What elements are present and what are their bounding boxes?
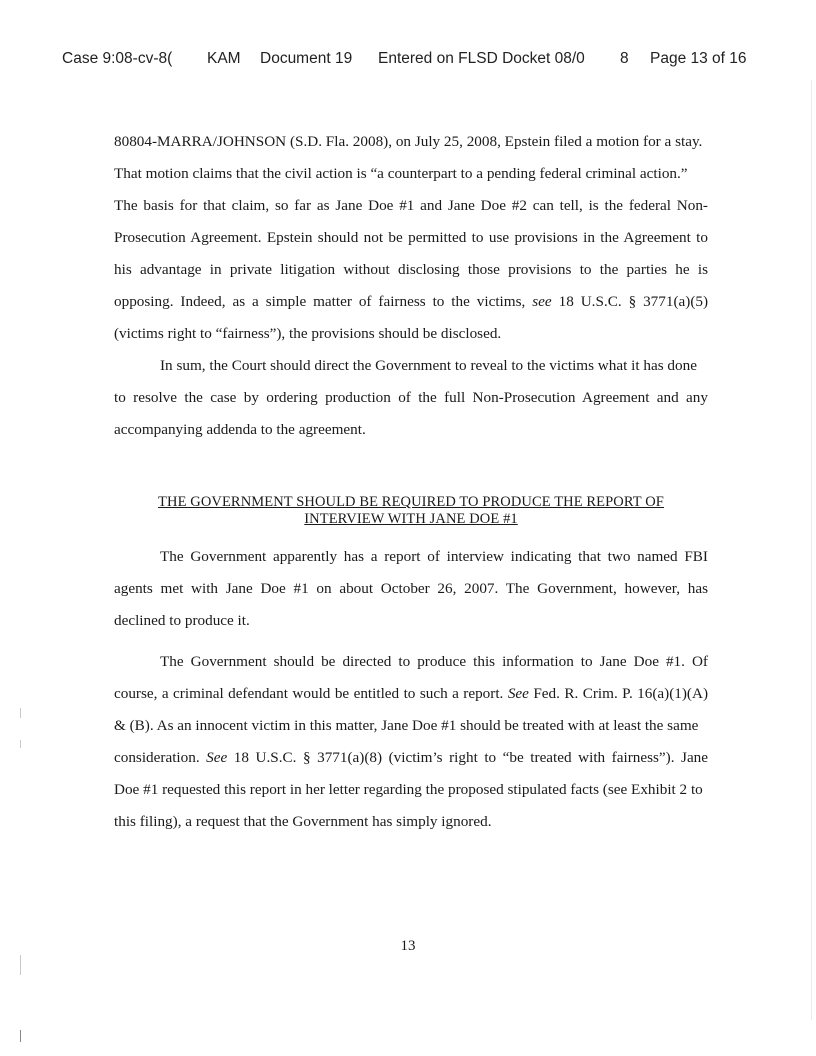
section-heading-line-2: INTERVIEW WITH JANE DOE #1	[304, 511, 518, 527]
header-document-number: Document 19	[260, 50, 353, 67]
header-entered-docket: Entered on FLSD Docket 08/0	[378, 50, 585, 67]
page-number: 13	[400, 938, 416, 954]
text-line: (victims right to “fairness”), the provisions should be disclosed.	[114, 325, 502, 342]
header-judge: KAM	[207, 50, 241, 67]
text-line: The Government should be directed to produce this information to Jane Doe #1. Of	[160, 653, 708, 670]
text-line: & (B). As an innocent victim in this matter, Jane Doe #1 should be treated with at least the same	[114, 717, 699, 734]
scan-artifact	[20, 1030, 21, 1042]
scan-artifact	[20, 708, 21, 718]
scan-edge-line	[811, 80, 812, 1020]
text-line: The Government apparently has a report of interview indicating that two named FBI	[160, 548, 708, 565]
text-line: declined to produce it.	[114, 612, 250, 629]
text-line: In sum, the Court should direct the Government to reveal to the victims what it has done	[160, 357, 697, 374]
header-date-fragment: 8	[620, 50, 629, 67]
section-heading-line-1: THE GOVERNMENT SHOULD BE REQUIRED TO PRODUCE THE REPORT OF	[158, 494, 664, 510]
scan-artifact	[20, 955, 21, 975]
scan-artifact	[20, 740, 21, 748]
text-line: Prosecution Agreement. Epstein should not be permitted to use provisions in the Agreement to	[114, 229, 708, 246]
header-case-number: Case 9:08-cv-8(	[62, 50, 173, 67]
text-line: his advantage in private litigation without disclosing those provisions to the parties he is	[114, 261, 708, 278]
text-segment: 18 U.S.C. § 3771(a)(8) (victim’s right to “be treated with fairness”). Jane	[233, 749, 709, 766]
text-line: agents met with Jane Doe #1 on about October 26, 2007. The Government, however, has	[114, 580, 708, 597]
italic-signal: see	[532, 293, 552, 310]
header-page-count: Page 13 of 16	[650, 50, 747, 67]
text-segment: 18 U.S.C. § 3771(a)(5)	[558, 293, 709, 310]
text-line-with-citation	[114, 749, 708, 767]
text-line: to resolve the case by ordering production of the full Non-Prosecution Agreement and any	[114, 389, 708, 406]
text-segment: course, a criminal defendant would be entitled to such a report.	[114, 685, 504, 702]
text-line: That motion claims that the civil action is “a counterpart to a pending federal criminal action.”	[114, 165, 688, 182]
text-line: 80804-MARRA/JOHNSON (S.D. Fla. 2008), on July 25, 2008, Epstein filed a motion for a stay.	[114, 133, 703, 150]
text-line: accompanying addenda to the agreement.	[114, 421, 366, 438]
text-line-with-citation	[114, 293, 708, 311]
text-line: Doe #1 requested this report in her letter regarding the proposed stipulated facts (see Exhibit 2 to	[114, 781, 703, 798]
text-segment: consideration.	[114, 749, 200, 766]
text-segment: Fed. R. Crim. P. 16(a)(1)(A)	[533, 685, 709, 702]
text-line: The basis for that claim, so far as Jane Doe #1 and Jane Doe #2 can tell, is the federal Non-	[114, 197, 708, 214]
italic-signal: See	[507, 685, 529, 702]
text-segment: opposing. Indeed, as a simple matter of fairness to the victims,	[114, 293, 526, 310]
text-line: this filing), a request that the Government has simply ignored.	[114, 813, 492, 830]
text-line-with-citation	[114, 685, 708, 703]
italic-signal: See	[206, 749, 228, 766]
